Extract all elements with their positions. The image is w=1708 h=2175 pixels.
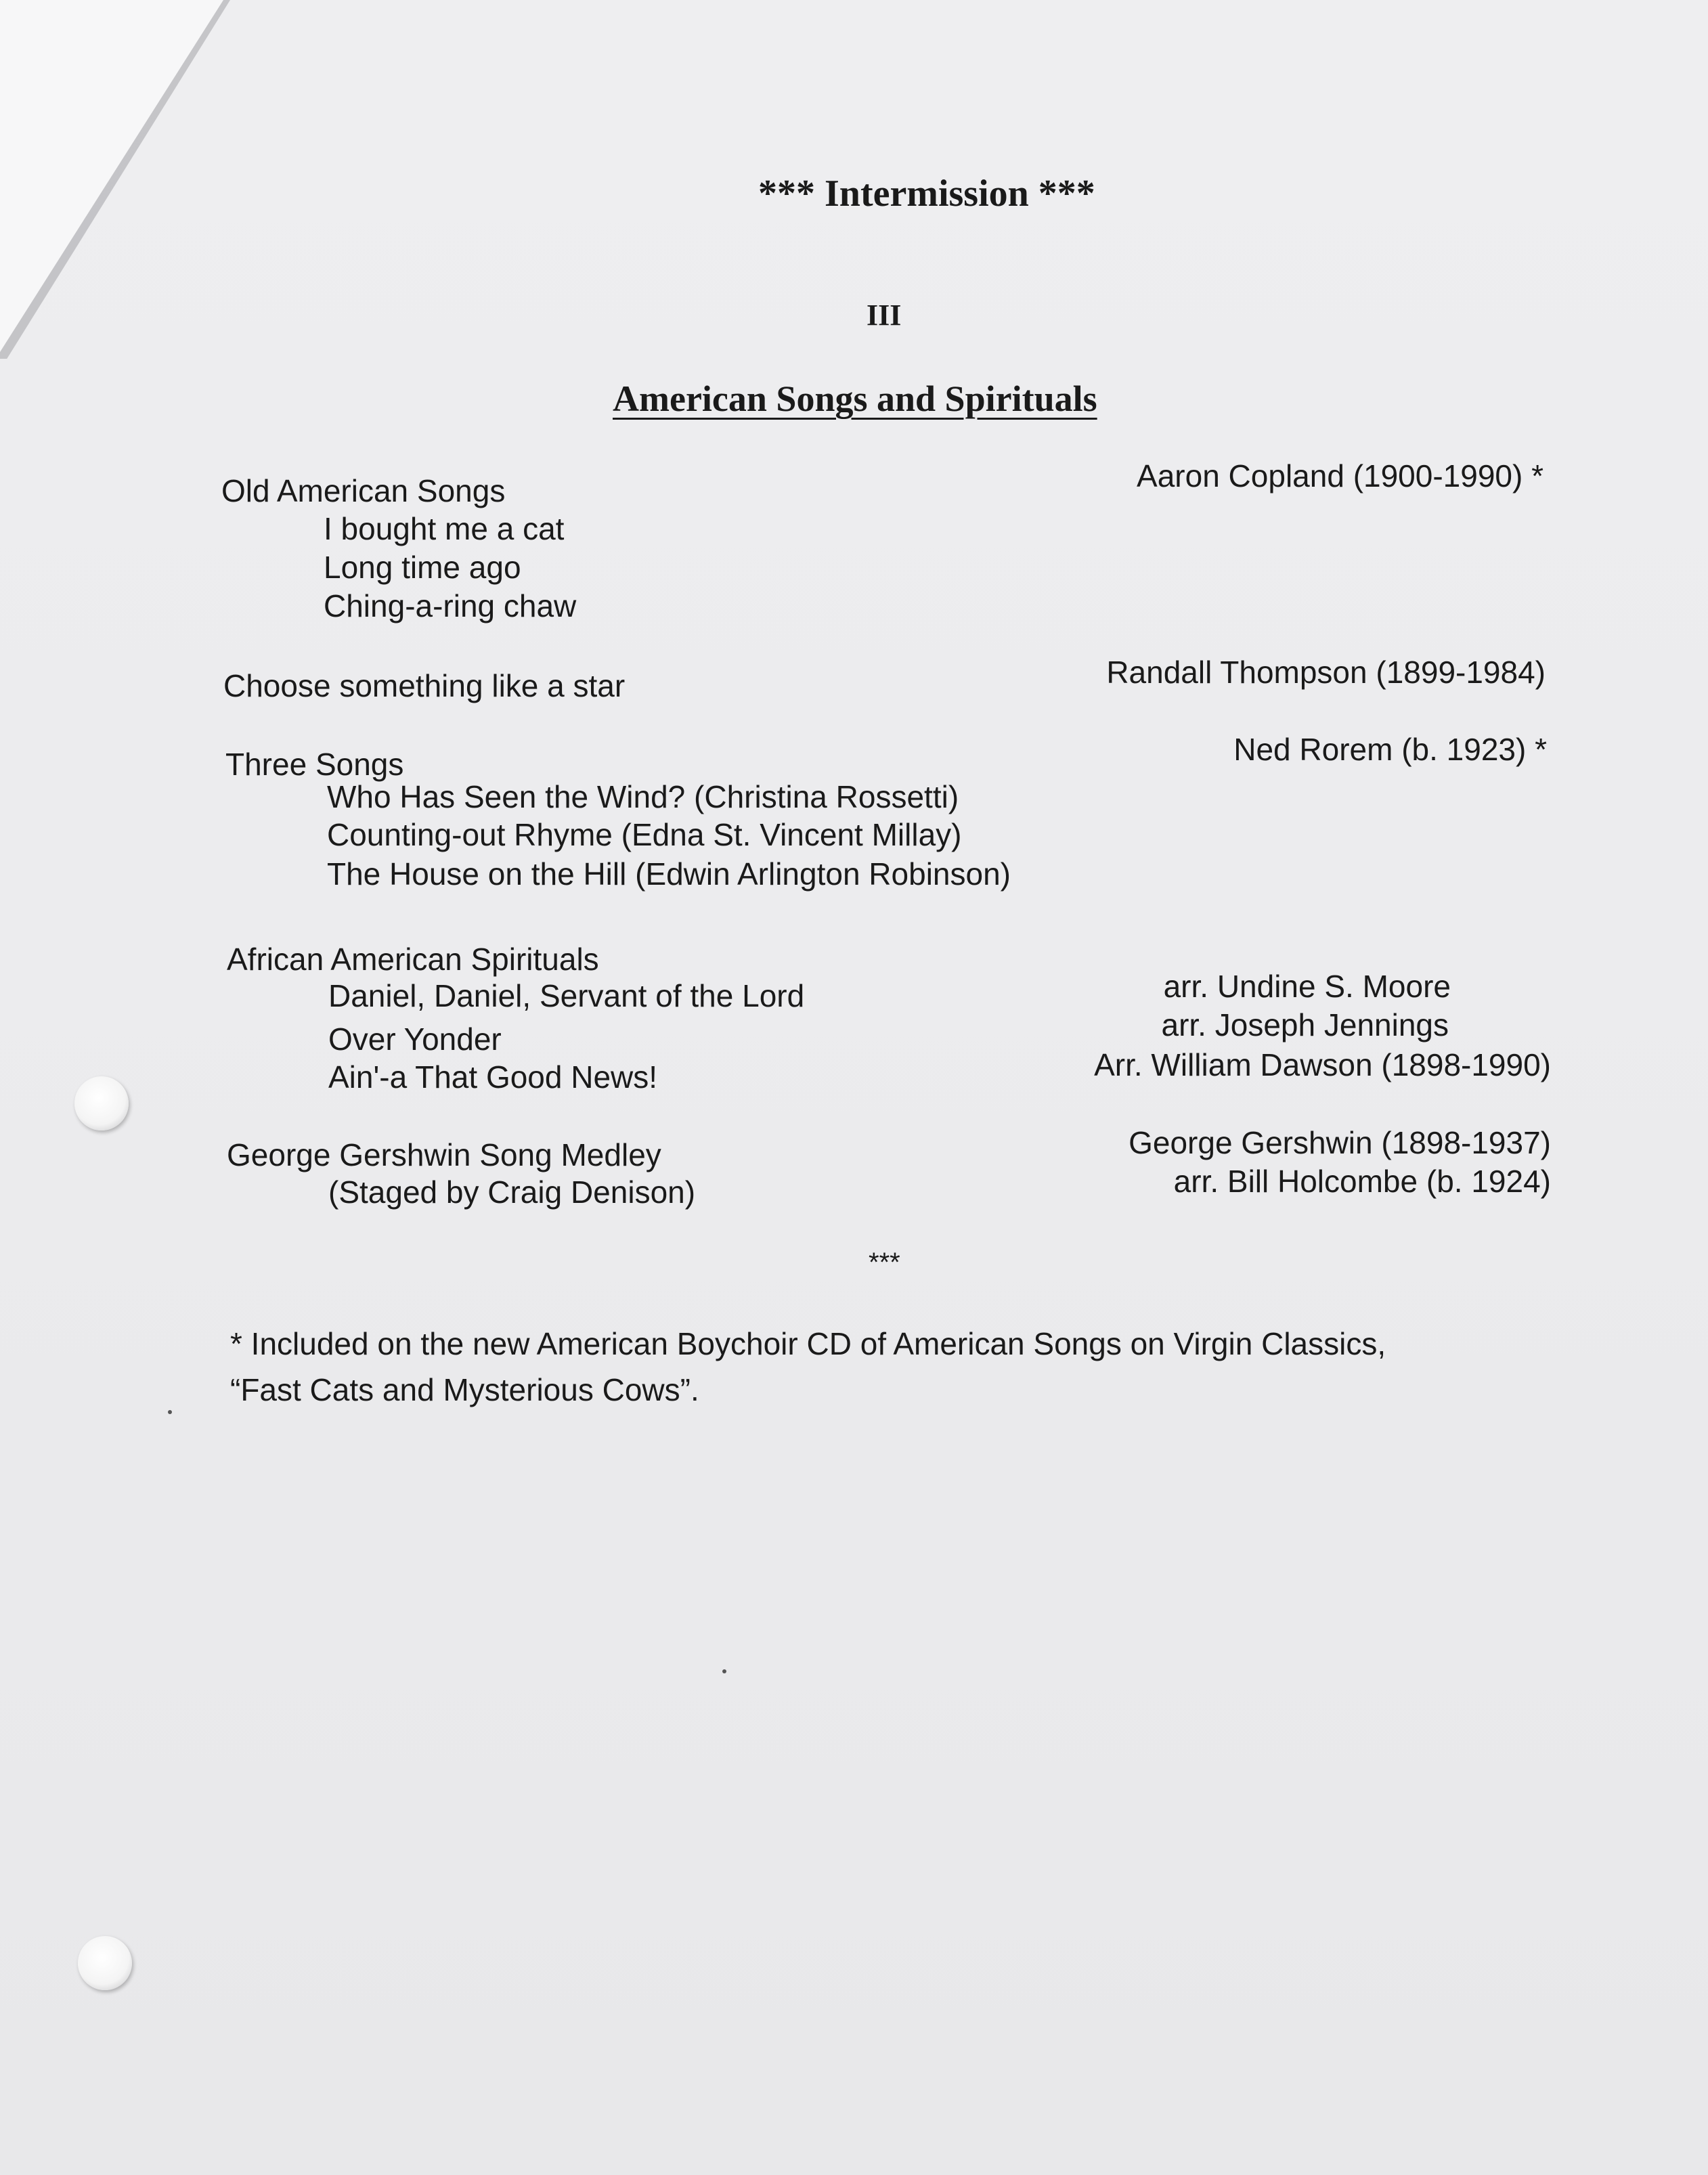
song-item: Daniel, Daniel, Servant of the Lord <box>328 978 805 1013</box>
intermission-heading: *** Intermission *** <box>758 173 1095 215</box>
piece-title-three-songs: Three Songs <box>225 747 404 782</box>
punch-hole <box>78 1936 132 1990</box>
piece-title-gershwin: George Gershwin Song Medley <box>227 1137 661 1172</box>
speck <box>722 1669 726 1673</box>
arranger-moore: arr. Undine S. Moore <box>1163 969 1451 1004</box>
torn-corner <box>0 0 223 352</box>
piece-title-choose-star: Choose something like a star <box>223 668 626 703</box>
song-item: Long time ago <box>324 550 521 585</box>
arranger-dawson: Arr. William Dawson (1898-1990) <box>1094 1047 1551 1082</box>
piece-title-spirituals: African American Spirituals <box>227 942 599 977</box>
piece-title-old-american-songs: Old American Songs <box>221 473 506 508</box>
song-item: Ain'-a That Good News! <box>328 1059 658 1095</box>
punch-hole <box>74 1076 129 1130</box>
footnote-line-2: “Fast Cats and Mysterious Cows”. <box>230 1372 699 1407</box>
composer-gershwin: George Gershwin (1898-1937) <box>1129 1125 1551 1160</box>
speck <box>168 1410 172 1414</box>
section-end-marker: *** <box>869 1248 900 1277</box>
song-item: Counting-out Rhyme (Edna St. Vincent Millay) <box>327 817 962 852</box>
composer-thompson: Randall Thompson (1899-1984) <box>1106 655 1546 690</box>
footnote-line-1: * Included on the new American Boychoir CD of American Songs on Virgin Classics, <box>230 1326 1386 1361</box>
section-numeral: III <box>867 299 902 332</box>
arranger-holcombe: arr. Bill Holcombe (b. 1924) <box>1173 1164 1551 1199</box>
composer-rorem: Ned Rorem (b. 1923) * <box>1233 732 1547 767</box>
song-item: I bought me a cat <box>324 511 565 546</box>
staging-credit: (Staged by Craig Denison) <box>328 1174 696 1210</box>
song-item: The House on the Hill (Edwin Arlington Robinson) <box>327 856 1011 892</box>
song-item: Ching-a-ring chaw <box>324 588 577 623</box>
song-item: Over Yonder <box>328 1021 502 1057</box>
composer-copland: Aaron Copland (1900-1990) * <box>1137 458 1543 493</box>
section-title: American Songs and Spirituals <box>613 378 1097 419</box>
song-item: Who Has Seen the Wind? (Christina Rossetti) <box>327 779 959 814</box>
arranger-jennings: arr. Joseph Jennings <box>1161 1007 1449 1042</box>
